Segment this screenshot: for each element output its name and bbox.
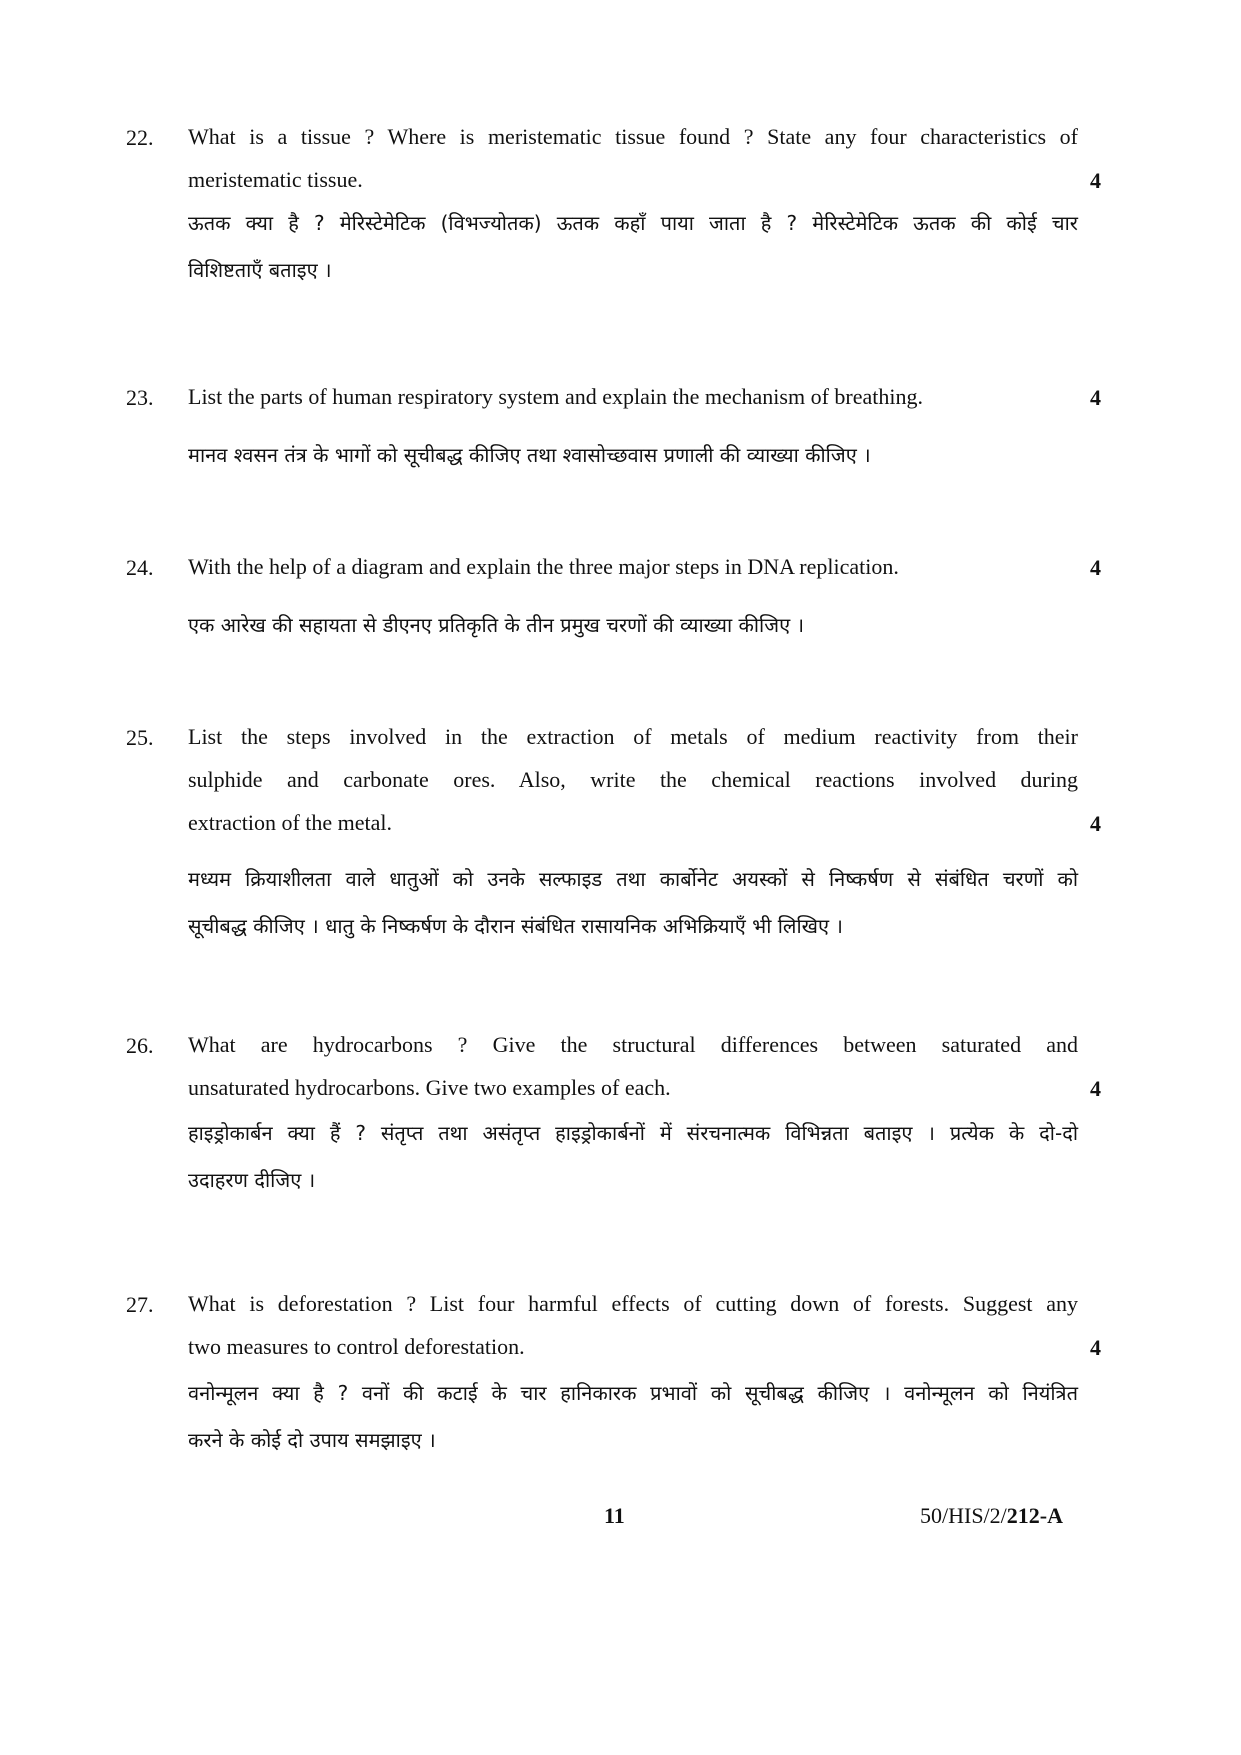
question-text-english [188, 1282, 1078, 1368]
text-line: मध्यम क्रियाशीलता वाले धातुओं को उनके सल्फाइड तथा कार्बोनेट अयस्कों से निष्कर्षण से संबंधित चरणों को [188, 867, 1078, 891]
text-line: With the help of a diagram and explain the three major steps in DNA replication. [188, 554, 899, 579]
marks: 4 [1090, 1076, 1101, 1101]
text-line: सूचीबद्ध कीजिए । धातु के निष्कर्षण के दौरान संबंधित रासायनिक अभिक्रियाएँ भी लिखिए । [188, 914, 844, 938]
text-line: meristematic tissue. [188, 167, 363, 192]
question-text-english [188, 375, 1078, 418]
text-line: ऊतक क्या है ? मेरिस्टेमेटिक (विभज्योतक) ऊतक कहाँ पाया जाता है ? मेरिस्टेमेटिक ऊतक की कोई चार [188, 211, 1078, 235]
question-text-english [188, 1023, 1078, 1109]
text-line: What is deforestation ? List four harmful effects of cutting down of forests. Suggest any [188, 1291, 1078, 1316]
text-line: List the steps involved in the extraction of metals of medium reactivity from their [188, 724, 1078, 749]
paper-code-suffix: 212-A [1006, 1503, 1064, 1528]
question-text-english [188, 115, 1078, 201]
question-text-hindi [188, 432, 1078, 479]
marks: 4 [1090, 168, 1101, 193]
text-line: मानव श्वसन तंत्र के भागों को सूचीबद्ध कीजिए तथा श्वासोच्छवास प्रणाली की व्याख्या कीजिए । [188, 443, 871, 467]
text-line: करने के कोई दो उपाय समझाइए । [188, 1428, 436, 1452]
question-text-hindi [188, 1110, 1078, 1204]
question-number: 22. [126, 125, 154, 150]
page-number: 11 [604, 1503, 625, 1528]
question-text-english [188, 545, 1078, 588]
text-line: extraction of the metal. [188, 810, 393, 835]
text-line: उदाहरण दीजिए । [188, 1168, 316, 1192]
text-line: unsaturated hydrocarbons. Give two examples of each. [188, 1075, 671, 1100]
text-line: एक आरेख की सहायता से डीएनए प्रतिकृति के तीन प्रमुख चरणों की व्याख्या कीजिए । [188, 613, 805, 637]
text-line: विशिष्टताएँ बताइए । [188, 258, 332, 282]
question-text-hindi [188, 856, 1078, 950]
text-line: What is a tissue ? Where is meristematic tissue found ? State any four characteristics of [188, 124, 1078, 149]
question-number: 25. [126, 725, 154, 750]
marks: 4 [1090, 385, 1101, 410]
question-number: 24. [126, 555, 154, 580]
question-number: 27. [126, 1292, 154, 1317]
text-line: वनोन्मूलन क्या है ? वनों की कटाई के चार हानिकारक प्रभावों को सूचीबद्ध कीजिए । वनोन्मूलन को नियंत्रित [188, 1381, 1078, 1405]
paper-code-prefix: 50/HIS/2/ [920, 1503, 1007, 1528]
question-text-hindi [188, 1370, 1078, 1464]
text-line: हाइड्रोकार्बन क्या हैं ? संतृप्त तथा असंतृप्त हाइड्रोकार्बनों में संरचनात्मक विभिन्नता बताइए । प्रत्येक के दो-दो [188, 1121, 1078, 1145]
text-line: sulphide and carbonate ores. Also, write the chemical reactions involved during [188, 767, 1078, 792]
text-line: What are hydrocarbons ? Give the structural differences between saturated and [188, 1032, 1078, 1057]
question-text-hindi [188, 200, 1078, 294]
text-line: List the parts of human respiratory system and explain the mechanism of breathing. [188, 384, 923, 409]
question-text-hindi [188, 602, 1078, 649]
paper-code [920, 1503, 1063, 1529]
question-number: 23. [126, 385, 154, 410]
marks: 4 [1090, 1335, 1101, 1360]
question-number: 26. [126, 1033, 154, 1058]
text-line: two measures to control deforestation. [188, 1334, 525, 1359]
question-text-english [188, 715, 1078, 844]
marks: 4 [1090, 811, 1101, 836]
marks: 4 [1090, 555, 1101, 580]
